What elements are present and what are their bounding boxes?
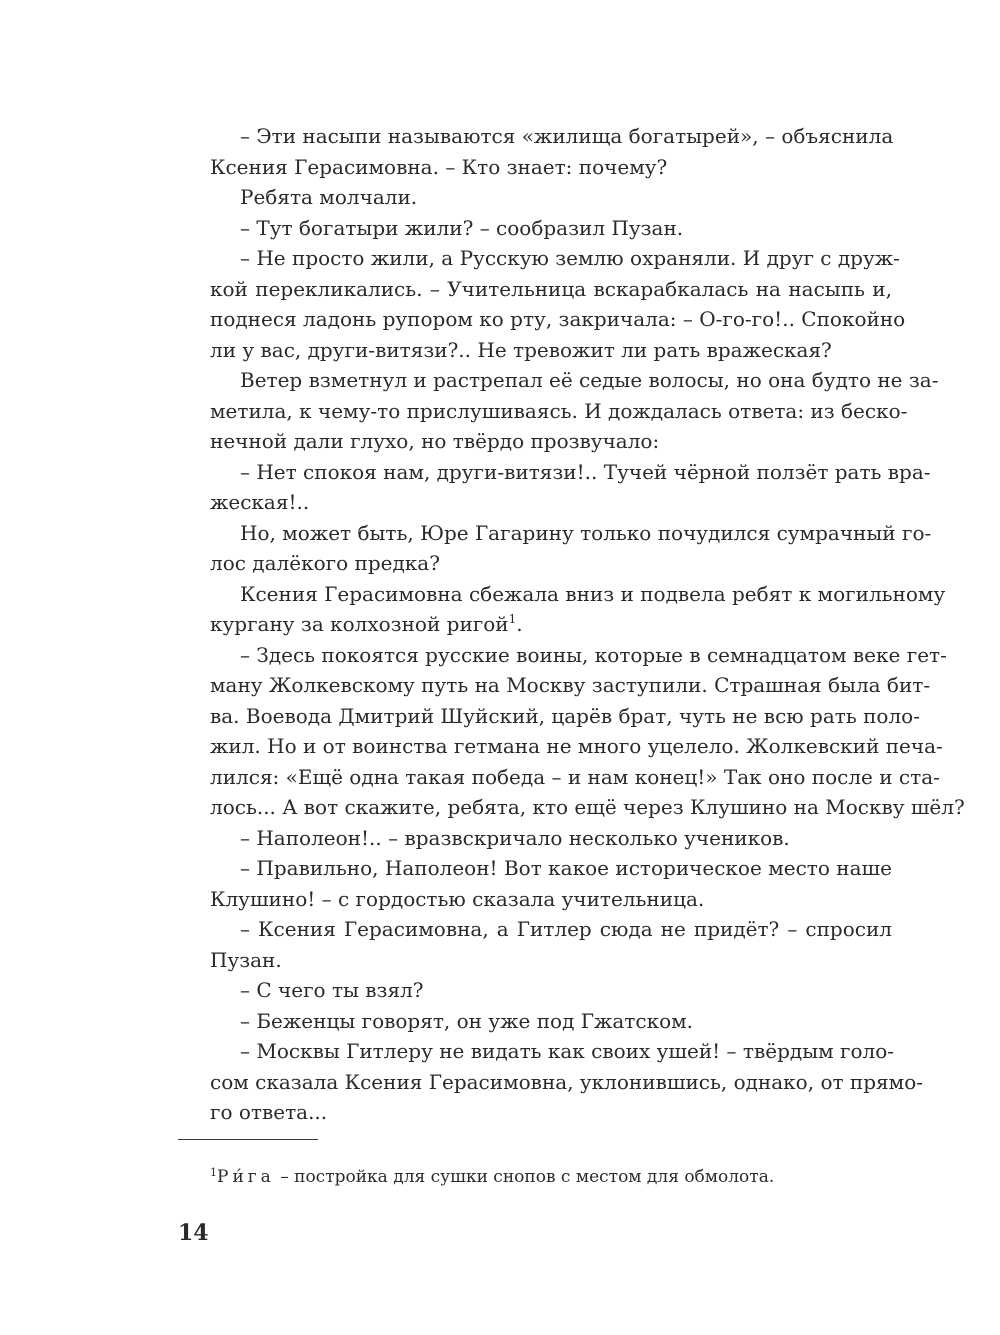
footnote-term: Ри́га	[217, 1167, 275, 1187]
text-line: Но, может быть, Юре Гагарину только почудился сумрачный го-	[240, 520, 932, 545]
text-line: жеская!..	[210, 490, 310, 514]
paragraph	[180, 121, 892, 182]
paragraph	[180, 243, 906, 365]
footnote-number: 1	[210, 1166, 217, 1179]
paragraph	[180, 213, 892, 244]
text-line: – Москвы Гитлеру не видать как своих ушей! – твёрдым голо-	[240, 1039, 895, 1063]
text-line: – Не просто жили, а Русскую землю охраняли. И друг с друж-	[240, 246, 900, 270]
text-line: Пузан.	[210, 947, 282, 972]
paragraph	[180, 365, 939, 457]
text-line: ли у вас, други-витязи?.. Не тревожит ли рать вражеская?	[210, 337, 832, 362]
footnote-divider	[178, 1139, 318, 1140]
footnote	[210, 1164, 910, 1190]
text-line: го ответа...	[210, 1100, 328, 1124]
text-line: лос далёкого предка?	[210, 551, 440, 575]
text-line: Ребята молчали.	[240, 185, 418, 209]
paragraph	[180, 579, 946, 640]
text-line: нечной дали глухо, но твёрдо прозвучало:	[210, 429, 660, 453]
footnote-text: – постройка для сушки снопов с местом для обмолота.	[274, 1167, 775, 1187]
paragraph	[180, 823, 892, 854]
paragraph	[180, 182, 892, 213]
paragraph	[180, 640, 965, 823]
paragraph	[180, 914, 892, 975]
text-line: – Эти насыпи называются «жилища богатырей», – объяснила	[240, 124, 894, 148]
text-line: – Нет спокоя нам, други-витязи!.. Тучей чёрной ползёт рать вра-	[240, 459, 931, 484]
text-line: – Здесь покоятся русские воины, которые в семнадцатом веке гет-	[240, 642, 947, 667]
paragraph	[180, 853, 892, 914]
paragraph	[180, 457, 931, 518]
text-line: Ветер взметнул и растрепал её седые волосы, но она будто не за-	[240, 368, 939, 392]
text-line: ва. Воевода Дмитрий Шуйский, царёв брат, чуть не всю рать поло-	[210, 703, 920, 728]
text-line: – Правильно, Наполеон! Вот какое историческое место наше	[240, 856, 892, 880]
text-line: Ксения Герасимовна. – Кто знает: почему?	[210, 154, 668, 179]
paragraph	[180, 1006, 892, 1037]
paragraph	[180, 1036, 924, 1128]
text-line: – Ксения Герасимовна, а Гитлер сюда не придёт? – спросил	[240, 917, 892, 941]
footnote-reference[interactable]: 1	[508, 612, 517, 626]
text-line: – С чего ты взял?	[240, 978, 424, 1002]
text-line: лось... А вот скажите, ребята, кто ещё через Клушино на Москву шёл?	[210, 795, 965, 819]
text-line: – Наполеон!.. – вразвскричало несколько учеников.	[240, 825, 790, 850]
paragraph	[180, 518, 932, 579]
paragraph	[180, 975, 892, 1006]
text-line: поднеся ладонь рупором ко рту, закричала: – О-го-го!.. Спокойно	[210, 307, 906, 331]
text-line: кой перекликались. – Учительница вскарабкалась на насыпь и,	[210, 276, 892, 301]
text-line: лился: «Ещё одна такая победа – и нам конец!» Так оно после и ста-	[210, 764, 940, 789]
text-fragment: кургану за колхозной ригой	[210, 612, 509, 636]
text-line: сом сказала Ксения Герасимовна, уклонившись, однако, от прямо-	[210, 1069, 924, 1094]
text-line-with-footnote: кургану за колхозной ригой$^1$.	[210, 612, 523, 636]
text-line: – Беженцы говорят, он уже под Гжатском.	[240, 1008, 694, 1033]
text-line: – Тут богатыри жили? – сообразил Пузан.	[240, 215, 684, 240]
text-line: ману Жолкевскому путь на Москву заступили. Страшная была бит-	[210, 673, 931, 697]
text-line: жил. Но и от воинства гетмана не много уцелело. Жолкевский печа-	[210, 734, 943, 758]
main-text	[180, 121, 965, 1128]
text-line: Ксения Герасимовна сбежала вниз и подвела ребят к могильному	[240, 581, 946, 606]
page-number: 14	[178, 1220, 209, 1246]
text-line: Клушино! – с гордостью сказала учительница.	[210, 886, 705, 911]
text-line: метила, к чему-то прислушиваясь. И дождалась ответа: из беско-	[210, 398, 908, 423]
